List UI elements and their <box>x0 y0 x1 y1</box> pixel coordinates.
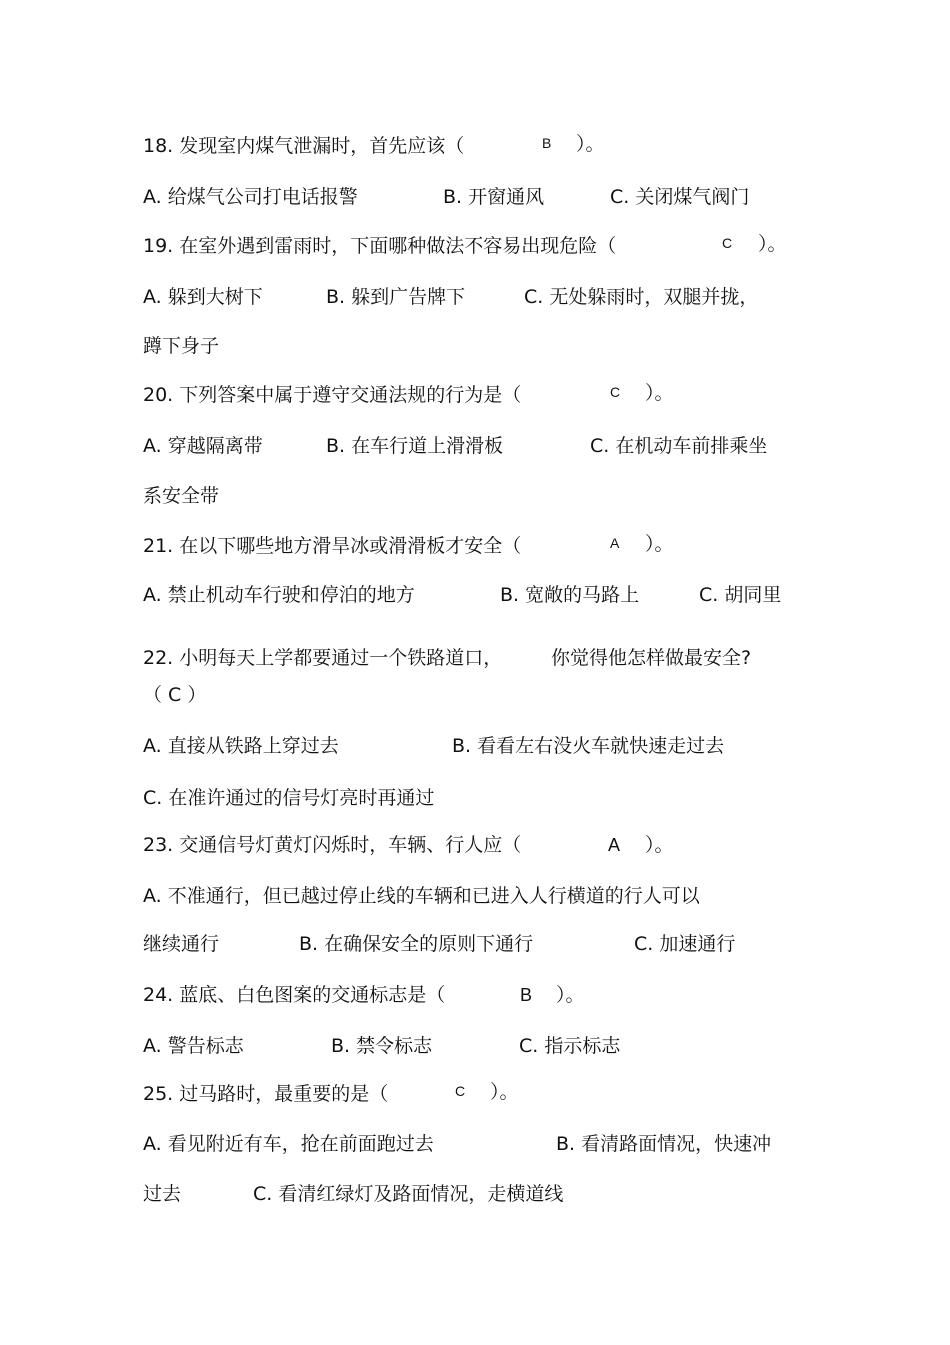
q22-option-c: C. 在准许通过的信号灯亮时再通过 <box>143 787 435 809</box>
q20-option-c: C. 在机动车前排乘坐 <box>590 435 768 457</box>
q24-option-c: C. 指示标志 <box>519 1035 621 1057</box>
q19-close: ）。 <box>758 233 787 255</box>
q25-option-c: C. 看清红绿灯及路面情况，走横道线 <box>253 1183 564 1205</box>
q25-option-b-cont: 过去 <box>143 1183 182 1205</box>
q19-option-c: C. 无处躲雨时，双腿并拢， <box>524 286 759 308</box>
q18-option-b: B. 开窗通风 <box>443 186 545 208</box>
q18-close: ）。 <box>576 133 605 155</box>
q25-stem: 25. 过马路时，最重要的是（ <box>143 1083 389 1105</box>
q19-answer: C <box>722 235 733 251</box>
q23-option-a-cont: 继续通行 <box>143 933 220 955</box>
q22-option-a: A. 直接从铁路上穿过去 <box>143 735 339 757</box>
q23-answer: A <box>608 835 621 855</box>
q21-close: ）。 <box>645 533 674 555</box>
q20-option-b: B. 在车行道上滑滑板 <box>326 435 504 457</box>
q21-option-a: A. 禁止机动车行驶和停泊的地方 <box>143 584 415 606</box>
q22-stem-part1: 22. 小明每天上学都要通过一个铁路道口， <box>143 647 503 669</box>
q23-stem: 23. 交通信号灯黄灯闪烁时，车辆、行人应（ <box>143 834 522 856</box>
q24-option-a: A. 警告标志 <box>143 1035 244 1057</box>
q18-answer: B <box>542 135 552 151</box>
q20-answer: C <box>610 384 621 400</box>
q22-stem-part2: 你觉得他怎样做最安全? <box>551 647 752 669</box>
q21-answer: A <box>610 535 620 551</box>
q21-option-c: C. 胡同里 <box>699 584 782 606</box>
q22-option-b: B. 看看左右没火车就快速走过去 <box>452 735 725 757</box>
q25-option-a: A. 看见附近有车，抢在前面跑过去 <box>143 1133 434 1155</box>
q24-answer: B <box>520 985 533 1005</box>
q25-answer: C <box>455 1083 466 1099</box>
q23-option-a: A. 不准通行，但已越过停止线的车辆和已进入人行横道的行人可以 <box>143 885 700 907</box>
q19-option-c-cont: 蹲下身子 <box>143 335 220 357</box>
q24-stem: 24. 蓝底、白色图案的交通标志是（ <box>143 984 446 1006</box>
q23-option-c: C. 加速通行 <box>634 933 736 955</box>
q18-option-c: C. 关闭煤气阀门 <box>610 186 750 208</box>
q21-option-b: B. 宽敞的马路上 <box>500 584 640 606</box>
q25-option-b: B. 看清路面情况，快速冲 <box>556 1133 772 1155</box>
q18-stem: 18. 发现室内煤气泄漏时，首先应该（ <box>143 135 465 157</box>
q22-answer: （ C ） <box>143 684 207 706</box>
q23-option-b: B. 在确保安全的原则下通行 <box>299 933 534 955</box>
q18-option-a: A. 给煤气公司打电话报警 <box>143 186 358 208</box>
q19-option-a: A. 躲到大树下 <box>143 286 263 308</box>
q23-close: ）。 <box>645 834 674 856</box>
q19-stem: 19. 在室外遇到雷雨时，下面哪种做法不容易出现危险（ <box>143 235 617 257</box>
q20-option-c-cont: 系安全带 <box>143 485 220 507</box>
q20-stem: 20. 下列答案中属于遵守交通法规的行为是（ <box>143 384 522 406</box>
q20-close: ）。 <box>645 382 674 404</box>
q24-close: ）。 <box>556 984 585 1006</box>
q20-option-a: A. 穿越隔离带 <box>143 435 263 457</box>
q24-option-b: B. 禁令标志 <box>331 1035 433 1057</box>
q21-stem: 21. 在以下哪些地方滑旱冰或滑滑板才安全（ <box>143 535 522 557</box>
q19-option-b: B. 躲到广告牌下 <box>326 286 466 308</box>
q25-close: ）。 <box>490 1081 519 1103</box>
